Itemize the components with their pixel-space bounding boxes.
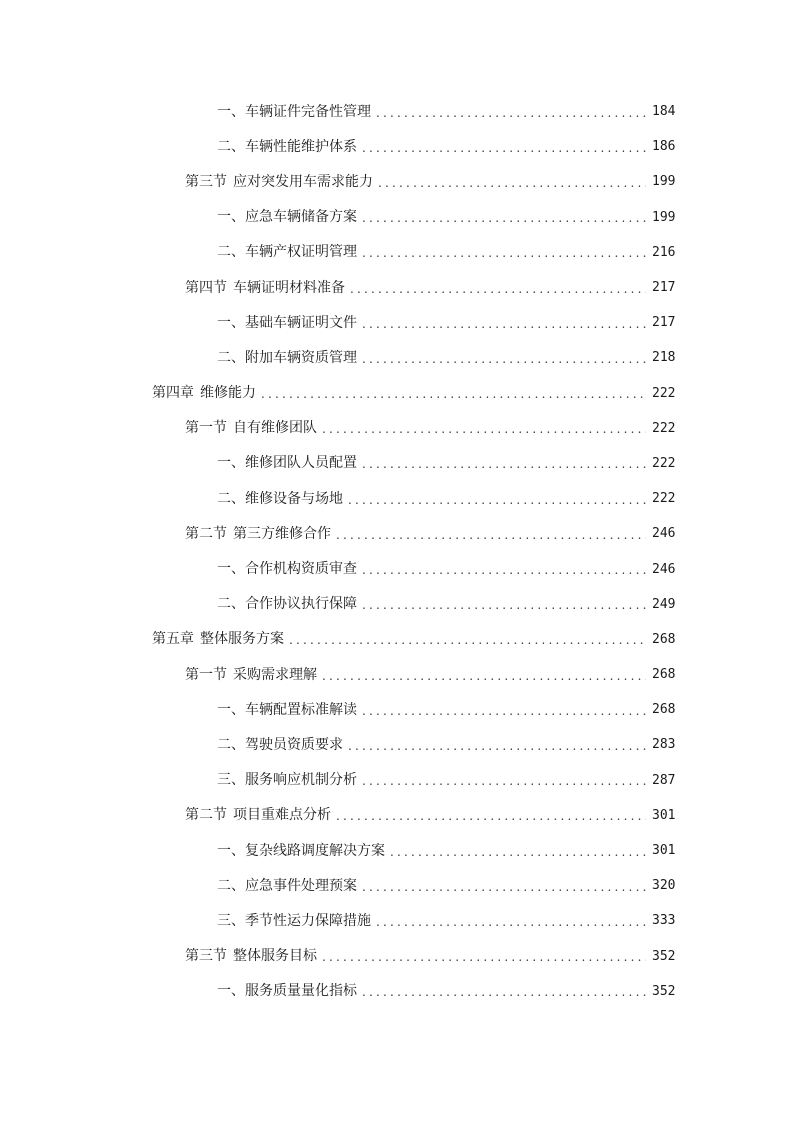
toc-entry-page: 199 — [652, 174, 676, 190]
toc-entry[interactable] — [0, 446, 793, 481]
toc-entry-page: 217 — [652, 280, 676, 296]
toc-entry[interactable] — [0, 763, 793, 798]
toc-dot-leader — [362, 247, 646, 259]
toc-entry[interactable] — [0, 481, 793, 516]
toc-entry-page: 222 — [652, 491, 676, 507]
toc-entry-number: 第一节 — [185, 420, 227, 437]
toc-entry[interactable] — [0, 164, 793, 199]
table-of-contents — [0, 94, 793, 1009]
toc-entry-page: 222 — [652, 385, 676, 401]
toc-dot-leader — [362, 564, 646, 576]
toc-entry[interactable] — [0, 94, 793, 129]
toc-entry-number: 一、 — [217, 103, 245, 120]
toc-entry-page: 186 — [652, 139, 676, 155]
toc-entry-title: 服务质量量化指标 — [245, 983, 357, 1000]
toc-dot-leader — [378, 177, 646, 189]
toc-entry-page: 246 — [652, 561, 676, 577]
toc-dot-leader — [362, 599, 646, 611]
toc-entry-page: 333 — [652, 913, 676, 929]
toc-entry-title: 采购需求理解 — [233, 666, 317, 683]
toc-entry-title: 驾驶员资质要求 — [245, 736, 343, 753]
toc-dot-leader — [362, 705, 646, 717]
toc-entry[interactable] — [0, 657, 793, 692]
toc-entry-title: 合作协议执行保障 — [245, 596, 357, 613]
toc-dot-leader — [336, 529, 646, 541]
toc-dot-leader — [376, 107, 646, 119]
toc-entry-title: 维修能力 — [200, 385, 256, 402]
toc-entry-page: 246 — [652, 526, 676, 542]
toc-entry-page: 268 — [652, 631, 676, 647]
toc-entry-number: 二、 — [217, 349, 245, 366]
toc-entry[interactable] — [0, 129, 793, 164]
toc-entry[interactable] — [0, 270, 793, 305]
toc-dot-leader — [362, 986, 646, 998]
toc-entry-title: 应急事件处理预案 — [245, 877, 357, 894]
toc-entry[interactable] — [0, 727, 793, 762]
toc-entry-page: 199 — [652, 209, 676, 225]
toc-dot-leader — [362, 775, 646, 787]
toc-entry-number: 第四节 — [185, 279, 227, 296]
toc-entry-number: 三、 — [217, 772, 245, 789]
toc-entry-number: 二、 — [217, 877, 245, 894]
toc-entry-page: 268 — [652, 667, 676, 683]
toc-entry-page: 283 — [652, 737, 676, 753]
toc-entry-page: 249 — [652, 596, 676, 612]
toc-dot-leader — [348, 494, 646, 506]
toc-entry-title: 复杂线路调度解决方案 — [245, 842, 385, 859]
toc-entry-title: 车辆性能维护体系 — [245, 138, 357, 155]
toc-entry-number: 第三节 — [185, 173, 227, 190]
toc-entry-number: 二、 — [217, 736, 245, 753]
toc-entry-page: 268 — [652, 702, 676, 718]
toc-entry-number: 一、 — [217, 983, 245, 1000]
toc-entry-number: 二、 — [217, 596, 245, 613]
toc-entry-page: 287 — [652, 772, 676, 788]
toc-dot-leader — [322, 670, 646, 682]
toc-dot-leader — [362, 212, 646, 224]
toc-entry[interactable] — [0, 692, 793, 727]
toc-entry-number: 一、 — [217, 561, 245, 578]
toc-entry-title: 合作机构资质审查 — [245, 561, 357, 578]
toc-entry-number: 三、 — [217, 912, 245, 929]
toc-entry[interactable] — [0, 305, 793, 340]
toc-dot-leader — [350, 283, 646, 295]
toc-entry-title: 季节性运力保障措施 — [245, 912, 371, 929]
toc-entry-number: 第二节 — [185, 807, 227, 824]
toc-entry-title: 应急车辆储备方案 — [245, 209, 357, 226]
toc-dot-leader — [362, 318, 646, 330]
toc-entry-page: 184 — [652, 104, 676, 120]
toc-entry-title: 整体服务方案 — [200, 631, 284, 648]
toc-entry-number: 一、 — [217, 842, 245, 859]
toc-entry-title: 附加车辆资质管理 — [245, 349, 357, 366]
toc-dot-leader — [348, 740, 646, 752]
toc-entry-number: 第二节 — [185, 525, 227, 542]
toc-entry-title: 车辆证件完备性管理 — [245, 103, 371, 120]
toc-entry-title: 基础车辆证明文件 — [245, 314, 357, 331]
toc-entry[interactable] — [0, 340, 793, 375]
toc-entry[interactable] — [0, 833, 793, 868]
toc-entry-page: 320 — [652, 878, 676, 894]
toc-entry[interactable] — [0, 376, 793, 411]
toc-entry[interactable] — [0, 868, 793, 903]
toc-entry-title: 自有维修团队 — [233, 420, 317, 437]
toc-entry[interactable] — [0, 235, 793, 270]
toc-dot-leader — [362, 881, 646, 893]
toc-entry-number: 一、 — [217, 209, 245, 226]
toc-entry[interactable] — [0, 939, 793, 974]
toc-dot-leader — [362, 142, 646, 154]
toc-entry-page: 216 — [652, 244, 676, 260]
toc-entry-number: 一、 — [217, 455, 245, 472]
toc-entry-title: 车辆产权证明管理 — [245, 244, 357, 261]
toc-entry[interactable] — [0, 587, 793, 622]
toc-entry-number: 一、 — [217, 701, 245, 718]
toc-entry-title: 车辆证明材料准备 — [233, 279, 345, 296]
toc-entry-title: 服务响应机制分析 — [245, 772, 357, 789]
toc-entry[interactable] — [0, 516, 793, 551]
toc-entry[interactable] — [0, 200, 793, 235]
toc-entry-title: 车辆配置标准解读 — [245, 701, 357, 718]
toc-entry[interactable] — [0, 903, 793, 938]
toc-entry-number: 第三节 — [185, 948, 227, 965]
toc-entry-title: 维修设备与场地 — [245, 490, 343, 507]
toc-entry-number: 一、 — [217, 314, 245, 331]
toc-dot-leader — [322, 423, 646, 435]
toc-entry-number: 二、 — [217, 490, 245, 507]
toc-entry-number: 二、 — [217, 138, 245, 155]
toc-dot-leader — [261, 388, 646, 400]
toc-entry[interactable] — [0, 622, 793, 657]
toc-entry-page: 352 — [652, 948, 676, 964]
toc-entry-title: 维修团队人员配置 — [245, 455, 357, 472]
toc-entry[interactable] — [0, 974, 793, 1009]
toc-dot-leader — [322, 951, 646, 963]
toc-entry-number: 二、 — [217, 244, 245, 261]
toc-entry-title: 项目重难点分析 — [233, 807, 331, 824]
toc-dot-leader — [376, 916, 646, 928]
toc-entry-number: 第五章 — [152, 631, 194, 648]
toc-entry[interactable] — [0, 551, 793, 586]
toc-entry-page: 217 — [652, 315, 676, 331]
toc-entry-title: 整体服务目标 — [233, 948, 317, 965]
toc-entry-page: 352 — [652, 983, 676, 999]
toc-dot-leader — [362, 458, 646, 470]
toc-entry[interactable] — [0, 798, 793, 833]
toc-dot-leader — [390, 846, 646, 858]
toc-entry[interactable] — [0, 411, 793, 446]
toc-entry-title: 应对突发用车需求能力 — [233, 173, 373, 190]
toc-entry-number: 第四章 — [152, 385, 194, 402]
toc-dot-leader — [362, 353, 646, 365]
toc-entry-number: 第一节 — [185, 666, 227, 683]
toc-dot-leader — [289, 634, 646, 646]
toc-entry-page: 301 — [652, 807, 676, 823]
toc-entry-title: 第三方维修合作 — [233, 525, 331, 542]
toc-entry-page: 218 — [652, 350, 676, 366]
toc-entry-page: 222 — [652, 455, 676, 471]
toc-entry-page: 301 — [652, 843, 676, 859]
toc-dot-leader — [336, 810, 646, 822]
toc-entry-page: 222 — [652, 420, 676, 436]
